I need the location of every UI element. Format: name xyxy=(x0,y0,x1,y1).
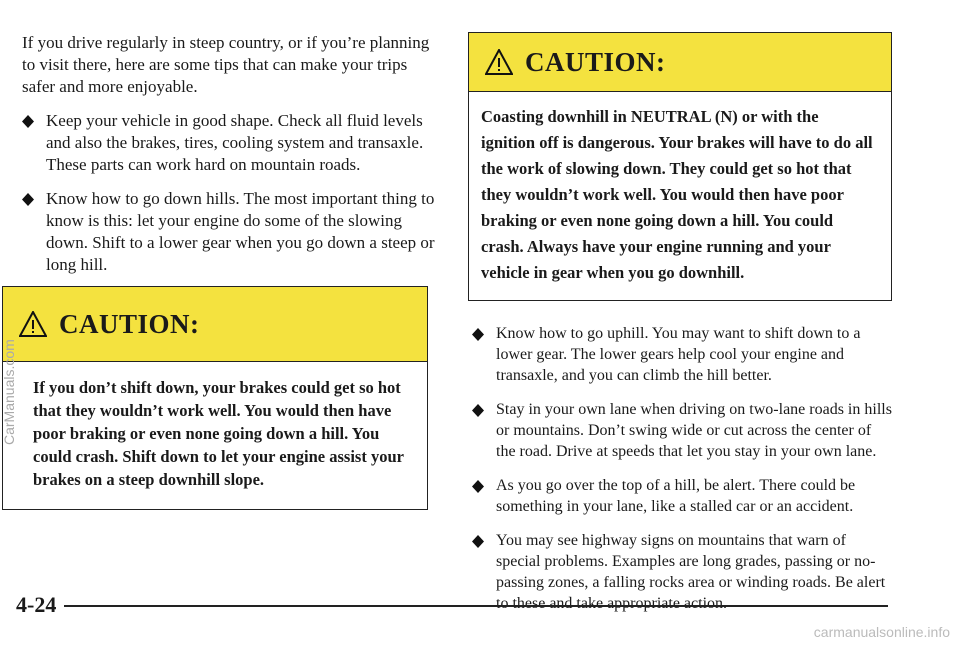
list-item xyxy=(468,323,892,386)
caution-text: Coasting downhill in NEUTRAL (N) or with the ignition off is dangerous. Your brakes will have to do all the work of slowing down. They could get so hot that they wouldn’t work well. You would then have poor braking or even none going down a hill. You could crash. Always have your engine running and your vehicle in gear when you go downhill. xyxy=(481,107,873,282)
warning-triangle-icon xyxy=(485,49,513,75)
caution-header xyxy=(3,287,427,362)
footer-divider xyxy=(64,605,888,607)
caution-box-left xyxy=(2,286,428,510)
watermark-bottom: carmanualsonline.info xyxy=(813,624,950,640)
bullet-diamond-icon xyxy=(472,404,484,417)
list-item xyxy=(468,399,892,462)
page-number: 4-24 xyxy=(16,592,57,617)
bullet-diamond-icon xyxy=(472,328,484,341)
bullet-text: You may see highway signs on mountains that warn of special problems. Examples are long grades, passing or no-passing zones, a falling rocks area or winding roads. Be alert to these and take appropriate action. xyxy=(496,532,886,612)
caution-box-right xyxy=(468,32,892,301)
bullet-text: Know how to go uphill. You may want to shift down to a lower gear. The lower gears help cool your engine and transaxle, and you can climb the hill better. xyxy=(496,325,861,384)
bullet-diamond-icon xyxy=(22,193,34,206)
bullet-diamond-icon xyxy=(472,535,484,548)
bullet-text: Stay in your own lane when driving on two-lane roads in hills or mountains. Don’t swing wide or cut across the center of the road. Drive at speeds that let you stay in your own lane. xyxy=(496,401,892,460)
right-column xyxy=(468,32,892,627)
bullet-text: Keep your vehicle in good shape. Check all fluid levels and also the brakes, tires, cooling system and transaxle. These parts can work hard on mountain roads. xyxy=(46,111,424,174)
list-item xyxy=(468,475,892,517)
list-item xyxy=(468,530,892,614)
left-column xyxy=(22,32,442,288)
caution-title: CAUTION: xyxy=(525,46,666,77)
bullet-diamond-icon xyxy=(472,480,484,493)
caution-title: CAUTION: xyxy=(59,308,200,339)
bullet-diamond-icon xyxy=(22,115,34,128)
caution-header xyxy=(469,33,891,92)
bullet-text: Know how to go down hills. The most important thing to know is this: let your engine do some of the slowing down. Shift to a lower gear when you go down a steep or long hill. xyxy=(46,189,435,274)
list-item xyxy=(22,188,442,276)
bullet-text: As you go over the top of a hill, be alert. There could be something in your lane, like a stalled car or an accident. xyxy=(496,477,856,515)
caution-text: If you don’t shift down, your brakes could get so hot that they wouldn’t work well. You would then have poor braking or even none going down a hill. You could crash. Shift down to let your engine assist your brakes on a steep downhill slope. xyxy=(33,378,404,489)
intro-paragraph: If you drive regularly in steep country, or if you’re planning to visit there, here are some tips that can make your trips safer and more enjoyable. xyxy=(22,33,430,96)
list-item xyxy=(22,110,442,176)
watermark-vertical: CarManuals.com xyxy=(1,339,17,445)
